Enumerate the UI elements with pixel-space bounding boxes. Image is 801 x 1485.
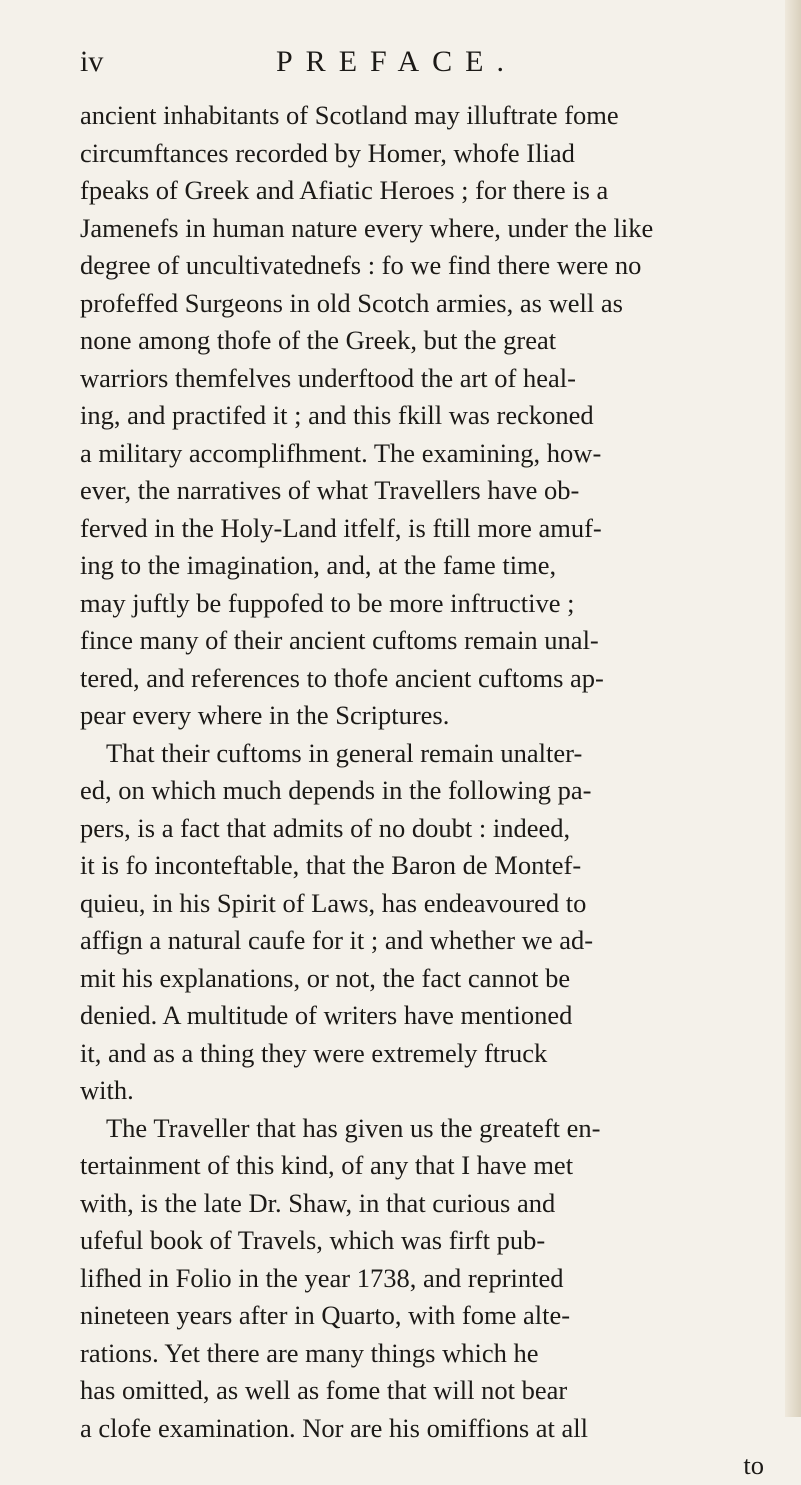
text-line: a military accomplifhment. The examining, how- [80, 437, 602, 468]
text-line: That their cuftoms in general remain unalter- [106, 737, 583, 768]
text-line: tered, and references to thofe ancient cuftoms ap- [80, 662, 604, 693]
text-line: quieu, in his Spirit of Laws, has endeavoured to [80, 887, 587, 918]
page-edge-shadow [785, 0, 801, 1417]
text-line: it is fo inconteftable, that the Baron de Montef- [80, 850, 582, 880]
text-line: pers, is a fact that admits of no doubt : indeed, [80, 812, 571, 843]
text-line: degree of uncultivatednefs : fo we find there were no [80, 250, 642, 280]
body-text [80, 97, 770, 1485]
text-line: rations. Yet there are many things which he [80, 1337, 539, 1368]
text-line: has omitted, as well as fome that will not bear [80, 1375, 568, 1405]
text-line: fpeaks of Greek and Afiatic Heroes ; for there is a [80, 175, 609, 205]
text-line: mit his explanations, or not, the fact cannot be [80, 962, 571, 993]
text-line: none among thofe of the Greek, but the great [80, 325, 557, 355]
text-line: it, and as a thing they were extremely ftruck [80, 1037, 548, 1068]
text-line: denied. A multitude of writers have mentioned [80, 1000, 573, 1030]
running-head: PREFACE. [276, 45, 517, 78]
text-line: tertainment of this kind, of any that I have met [80, 1150, 574, 1180]
text-line: with, is the late Dr. Shaw, in that curious and [80, 1187, 556, 1218]
text-line: nineteen years after in Quarto, with fome alte- [80, 1300, 571, 1330]
text-line: affign a natural caufe for it ; and whether we ad- [80, 925, 594, 955]
text-line: ing to the imagination, and, at the fame time, [80, 550, 557, 580]
text-line: ever, the narratives of what Travellers have ob- [80, 475, 580, 505]
text-line: ufeful book of Travels, which was firft pub- [80, 1225, 546, 1255]
text-line: ferved in the Holy-Land itfelf, is ftill more amuf- [80, 512, 602, 543]
page-header [74, 45, 764, 81]
text-line: ancient inhabitants of Scotland may illuftrate fome [80, 100, 619, 130]
text-line: profeffed Surgeons in old Scotch armies, as well as [80, 287, 623, 318]
page-number: iv [80, 45, 104, 78]
text-line: lifhed in Folio in the year 1738, and reprinted [80, 1262, 564, 1293]
text-line: warriors themfelves underftood the art of heal- [80, 362, 576, 393]
text-line: a clofe examination. Nor are his omiffions at all [80, 1412, 589, 1443]
text-line: with. [80, 1075, 134, 1105]
catchword: to [743, 1450, 764, 1480]
text-line: may juftly be fuppofed to be more inftructive ; [80, 587, 575, 618]
text-line: circumftances recorded by Homer, whofe Iliad [80, 137, 575, 168]
text-line: Jamenefs in human nature every where, under the like [80, 212, 654, 243]
text-line: pear every where in the Scriptures. [80, 700, 450, 730]
text-line: The Traveller that has given us the greateft en- [106, 1112, 601, 1143]
text-line: ing, and practifed it ; and this fkill was reckoned [80, 400, 594, 430]
text-line: fince many of their ancient cuftoms remain unal- [80, 625, 599, 655]
text-line: ed, on which much depends in the following pa- [80, 775, 592, 805]
